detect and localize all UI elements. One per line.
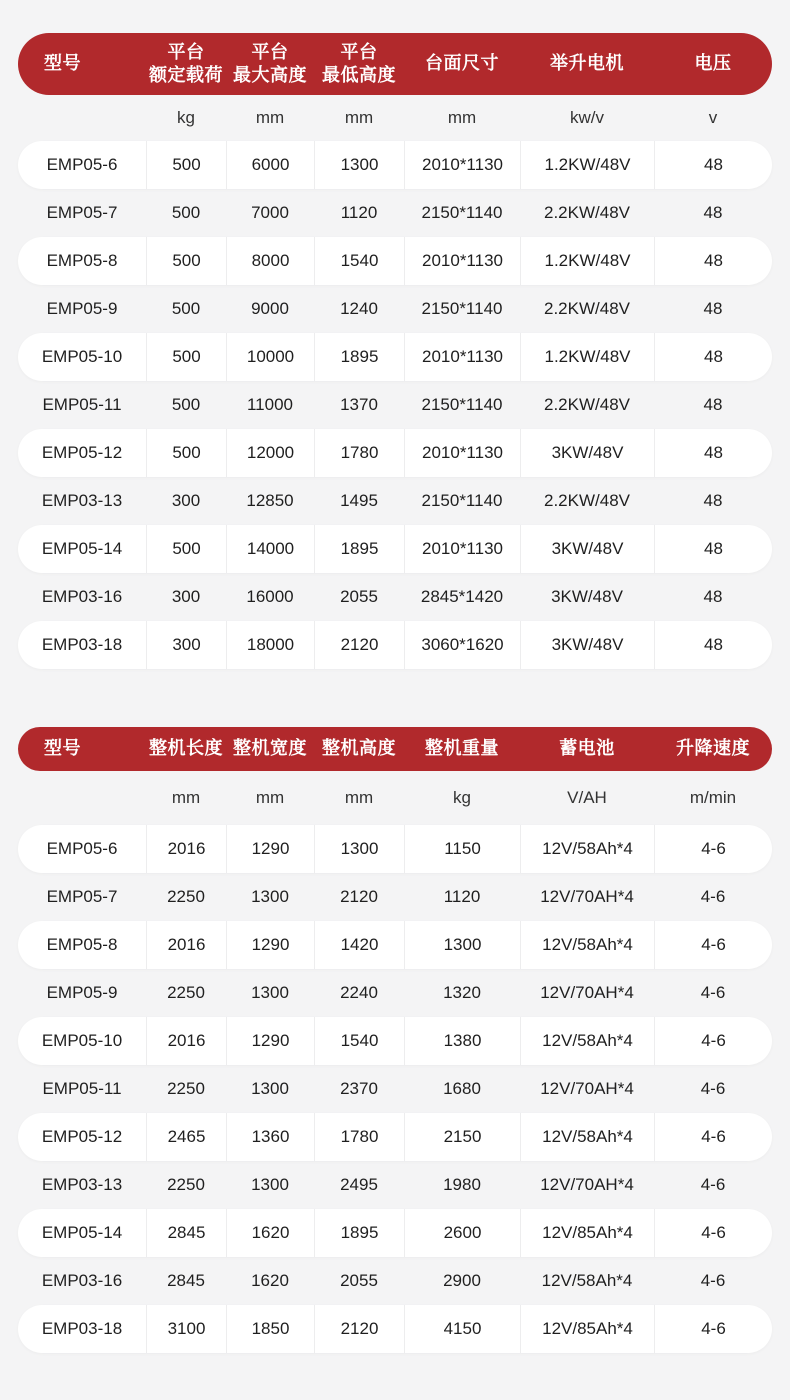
model-cell: EMP05-10	[41, 347, 123, 366]
table-row	[18, 573, 772, 621]
value-cell: 500	[146, 525, 226, 573]
column-header-label: 升降速度	[676, 738, 750, 759]
value-cell: 2120	[314, 621, 404, 669]
value-cell: 500	[146, 333, 226, 381]
value-cell: 12V/70AH*4	[540, 983, 634, 1002]
value-cell: 1320	[443, 983, 481, 1002]
value-cell: 1370	[340, 395, 378, 414]
value-cell: 1.2KW/48V	[520, 333, 654, 381]
table-row	[18, 1161, 772, 1209]
model-cell: EMP05-9	[46, 299, 118, 318]
value-cell: 2240	[340, 983, 378, 1002]
value-cell: 2.2KW/48V	[544, 299, 630, 318]
value-cell: 48	[703, 395, 723, 414]
value-cell: 48	[654, 141, 772, 189]
column-header-label: 平台	[251, 41, 289, 62]
value-cell: 2010*1130	[404, 429, 520, 477]
value-cell: 2.2KW/48V	[544, 203, 630, 222]
model-cell: EMP05-12	[41, 443, 123, 462]
value-cell: 1.2KW/48V	[520, 141, 654, 189]
value-cell: 2055	[340, 587, 378, 606]
table-row	[18, 1305, 772, 1353]
value-cell: 2250	[167, 1175, 205, 1194]
value-cell: 3KW/48V	[520, 429, 654, 477]
table-row	[18, 141, 772, 189]
value-cell: 2845	[167, 1271, 205, 1290]
value-cell: 2150*1140	[421, 491, 503, 510]
column-header-label: 蓄电池	[559, 738, 615, 759]
value-cell: 1380	[404, 1017, 520, 1065]
value-cell: 300	[146, 621, 226, 669]
value-cell: 1300	[314, 825, 404, 873]
value-cell: 12000	[226, 429, 314, 477]
model-cell: EMP05-7	[46, 887, 118, 906]
model-cell: EMP05-10	[41, 1031, 123, 1050]
model-cell: EMP05-14	[41, 1223, 123, 1242]
units-row	[18, 771, 772, 825]
value-cell: 3KW/48V	[551, 587, 623, 606]
table-row	[18, 1209, 772, 1257]
value-cell: 1120	[443, 887, 481, 906]
value-cell: 12V/85Ah*4	[520, 1209, 654, 1257]
value-cell: 1360	[226, 1113, 314, 1161]
value-cell: 12V/58Ah*4	[541, 1271, 633, 1290]
value-cell: 12850	[246, 491, 294, 510]
value-cell: 4150	[404, 1305, 520, 1353]
column-header-label: 型号	[44, 738, 81, 759]
value-cell: 12V/58Ah*4	[520, 1017, 654, 1065]
table-row	[18, 333, 772, 381]
model-cell: EMP05-6	[46, 839, 118, 858]
value-cell: 48	[703, 299, 723, 318]
value-cell: 1780	[314, 1113, 404, 1161]
value-cell: 12V/58Ah*4	[520, 825, 654, 873]
value-cell: 4-6	[654, 825, 772, 873]
table-row	[18, 1017, 772, 1065]
column-header-label: 平台	[340, 41, 378, 62]
model-cell: EMP03-18	[41, 1319, 123, 1338]
model-cell: EMP05-7	[46, 203, 118, 222]
unit-label: mm	[344, 788, 374, 807]
value-cell: 1300	[251, 1175, 289, 1194]
column-header-model	[18, 52, 146, 75]
value-cell: 1300	[251, 1079, 289, 1098]
value-cell: 2010*1130	[404, 141, 520, 189]
platform-specs-table	[18, 33, 772, 669]
value-cell: 2900	[443, 1271, 481, 1290]
value-cell: 1620	[251, 1271, 289, 1290]
value-cell: 48	[654, 621, 772, 669]
value-cell: 3KW/48V	[520, 621, 654, 669]
table-row	[18, 1257, 772, 1305]
model-cell: EMP03-16	[41, 587, 123, 606]
value-cell: 2055	[340, 1271, 378, 1290]
unit-label: kw/v	[570, 108, 604, 127]
value-cell: 1420	[314, 921, 404, 969]
value-cell: 1300	[251, 887, 289, 906]
column-header-label: 型号	[44, 53, 81, 74]
value-cell: 2.2KW/48V	[544, 395, 630, 414]
model-cell: EMP05-8	[46, 251, 118, 270]
unit-label: mm	[255, 108, 285, 127]
value-cell: 11000	[246, 395, 293, 414]
value-cell: 500	[146, 429, 226, 477]
unit-label: V/AH	[567, 788, 607, 807]
machine-specs-header-bar	[18, 727, 772, 771]
value-cell: 4-6	[700, 887, 726, 906]
value-cell: 1680	[443, 1079, 481, 1098]
value-cell: 2150*1140	[421, 395, 503, 414]
value-cell: 48	[654, 333, 772, 381]
value-cell: 1300	[404, 921, 520, 969]
machine-specs-rows	[18, 825, 772, 1353]
value-cell: 1300	[314, 141, 404, 189]
value-cell: 4-6	[700, 983, 726, 1002]
value-cell: 4-6	[654, 1017, 772, 1065]
unit-label: kg	[453, 788, 471, 807]
table-row	[18, 477, 772, 525]
model-cell: EMP05-9	[46, 983, 118, 1002]
value-cell: 500	[171, 299, 201, 318]
unit-label: m/min	[689, 788, 737, 807]
model-cell: EMP03-18	[41, 635, 123, 654]
table-row	[18, 1065, 772, 1113]
value-cell: 2600	[404, 1209, 520, 1257]
value-cell: 2016	[146, 825, 226, 873]
value-cell: 2250	[167, 1079, 205, 1098]
model-cell: EMP05-11	[42, 395, 122, 414]
column-header-table-size	[404, 52, 520, 75]
value-cell: 4-6	[700, 1175, 726, 1194]
value-cell: 3060*1620	[404, 621, 520, 669]
value-cell: 2120	[340, 887, 378, 906]
platform-specs-header-bar	[18, 33, 772, 95]
value-cell: 3KW/48V	[520, 525, 654, 573]
unit-label: mm	[255, 788, 285, 807]
value-cell: 48	[654, 237, 772, 285]
value-cell: 1895	[314, 525, 404, 573]
value-cell: 1290	[226, 921, 314, 969]
unit-label: kg	[177, 108, 195, 127]
column-header-overall-width	[226, 737, 314, 760]
table-row	[18, 237, 772, 285]
value-cell: 10000	[226, 333, 314, 381]
value-cell: 4-6	[654, 1209, 772, 1257]
value-cell: 1120	[340, 203, 378, 222]
value-cell: 4-6	[654, 1305, 772, 1353]
value-cell: 4-6	[654, 1113, 772, 1161]
value-cell: 48	[703, 491, 723, 510]
column-header-label: 平台	[167, 41, 205, 62]
table-row	[18, 525, 772, 573]
value-cell: 2150*1140	[421, 299, 503, 318]
value-cell: 2845*1420	[420, 587, 504, 606]
value-cell: 2465	[146, 1113, 226, 1161]
value-cell: 2845	[146, 1209, 226, 1257]
value-cell: 48	[703, 587, 723, 606]
value-cell: 2150*1140	[421, 203, 503, 222]
value-cell: 2250	[167, 887, 205, 906]
table-row	[18, 825, 772, 873]
model-cell: EMP05-14	[41, 539, 123, 558]
value-cell: 12V/58Ah*4	[520, 921, 654, 969]
unit-label: mm	[447, 108, 477, 127]
value-cell: 2150	[404, 1113, 520, 1161]
value-cell: 1850	[226, 1305, 314, 1353]
column-header-label: 整机长度	[149, 738, 223, 759]
value-cell: 9000	[251, 299, 289, 318]
column-header-max-height	[226, 41, 314, 87]
column-header-label: 举升电机	[550, 53, 624, 74]
table-row	[18, 429, 772, 477]
model-cell: EMP03-16	[41, 1271, 123, 1290]
value-cell: 1300	[251, 983, 289, 1002]
value-cell: 12V/70AH*4	[540, 1079, 634, 1098]
value-cell: 3100	[146, 1305, 226, 1353]
column-header-label: 整机宽度	[233, 738, 307, 759]
value-cell: 12V/58Ah*4	[520, 1113, 654, 1161]
model-cell: EMP05-12	[41, 1127, 123, 1146]
value-cell: 300	[171, 491, 201, 510]
column-header-rated-load	[146, 41, 226, 87]
value-cell: 48	[654, 429, 772, 477]
platform-specs-rows	[18, 141, 772, 669]
unit-label: mm	[344, 108, 374, 127]
value-cell: 8000	[226, 237, 314, 285]
model-cell: EMP05-6	[46, 155, 118, 174]
value-cell: 500	[171, 395, 201, 414]
value-cell: 500	[171, 203, 201, 222]
column-header-label: 电压	[694, 53, 732, 74]
table-row	[18, 921, 772, 969]
value-cell: 48	[703, 203, 723, 222]
value-cell: 1495	[340, 491, 378, 510]
value-cell: 500	[146, 141, 226, 189]
machine-specs-table	[18, 727, 772, 1353]
column-header-voltage	[654, 52, 772, 75]
value-cell: 2010*1130	[404, 333, 520, 381]
column-header-overall-height	[314, 737, 404, 760]
column-header-label: 整机高度	[322, 738, 396, 759]
column-header-battery	[520, 737, 654, 760]
value-cell: 500	[146, 237, 226, 285]
column-header-label: 台面尺寸	[425, 53, 499, 74]
value-cell: 1620	[226, 1209, 314, 1257]
column-header-label: 额定载荷	[149, 65, 223, 85]
value-cell: 48	[654, 525, 772, 573]
value-cell: 6000	[226, 141, 314, 189]
value-cell: 2250	[167, 983, 205, 1002]
value-cell: 2016	[146, 921, 226, 969]
column-header-overall-length	[146, 737, 226, 760]
value-cell: 1540	[314, 1017, 404, 1065]
value-cell: 7000	[251, 203, 289, 222]
table-row	[18, 189, 772, 237]
value-cell: 4-6	[700, 1079, 726, 1098]
value-cell: 4-6	[700, 1271, 726, 1290]
value-cell: 2370	[340, 1079, 378, 1098]
column-header-min-height	[314, 41, 404, 87]
unit-label: v	[708, 108, 718, 127]
value-cell: 2120	[314, 1305, 404, 1353]
value-cell: 12V/85Ah*4	[520, 1305, 654, 1353]
value-cell: 2010*1130	[404, 237, 520, 285]
table-row	[18, 381, 772, 429]
column-header-model	[18, 737, 146, 760]
value-cell: 2.2KW/48V	[544, 491, 630, 510]
model-cell: EMP03-13	[41, 1175, 123, 1194]
value-cell: 1980	[443, 1175, 481, 1194]
column-header-label: 最低高度	[322, 65, 396, 85]
column-header-label: 最大高度	[233, 65, 307, 85]
value-cell: 12V/70AH*4	[540, 887, 634, 906]
value-cell: 14000	[226, 525, 314, 573]
value-cell: 1.2KW/48V	[520, 237, 654, 285]
value-cell: 1290	[226, 825, 314, 873]
value-cell: 300	[171, 587, 201, 606]
value-cell: 1240	[340, 299, 378, 318]
column-header-lift-speed	[654, 737, 772, 760]
value-cell: 16000	[246, 587, 294, 606]
model-cell: EMP03-13	[41, 491, 123, 510]
value-cell: 1895	[314, 333, 404, 381]
units-row	[18, 95, 772, 141]
value-cell: 18000	[226, 621, 314, 669]
value-cell: 1540	[314, 237, 404, 285]
value-cell: 4-6	[654, 921, 772, 969]
value-cell: 1780	[314, 429, 404, 477]
value-cell: 1290	[226, 1017, 314, 1065]
model-cell: EMP05-11	[42, 1079, 122, 1098]
table-row	[18, 285, 772, 333]
value-cell: 1895	[314, 1209, 404, 1257]
table-row	[18, 621, 772, 669]
column-header-lift-motor	[520, 52, 654, 75]
unit-label: mm	[171, 788, 201, 807]
table-row	[18, 969, 772, 1017]
table-row	[18, 1113, 772, 1161]
value-cell: 2016	[146, 1017, 226, 1065]
value-cell: 2495	[340, 1175, 378, 1194]
value-cell: 1150	[404, 825, 520, 873]
table-row	[18, 873, 772, 921]
value-cell: 2010*1130	[404, 525, 520, 573]
value-cell: 12V/70AH*4	[540, 1175, 634, 1194]
column-header-label: 整机重量	[425, 738, 499, 759]
model-cell: EMP05-8	[46, 935, 118, 954]
column-header-overall-weight	[404, 737, 520, 760]
